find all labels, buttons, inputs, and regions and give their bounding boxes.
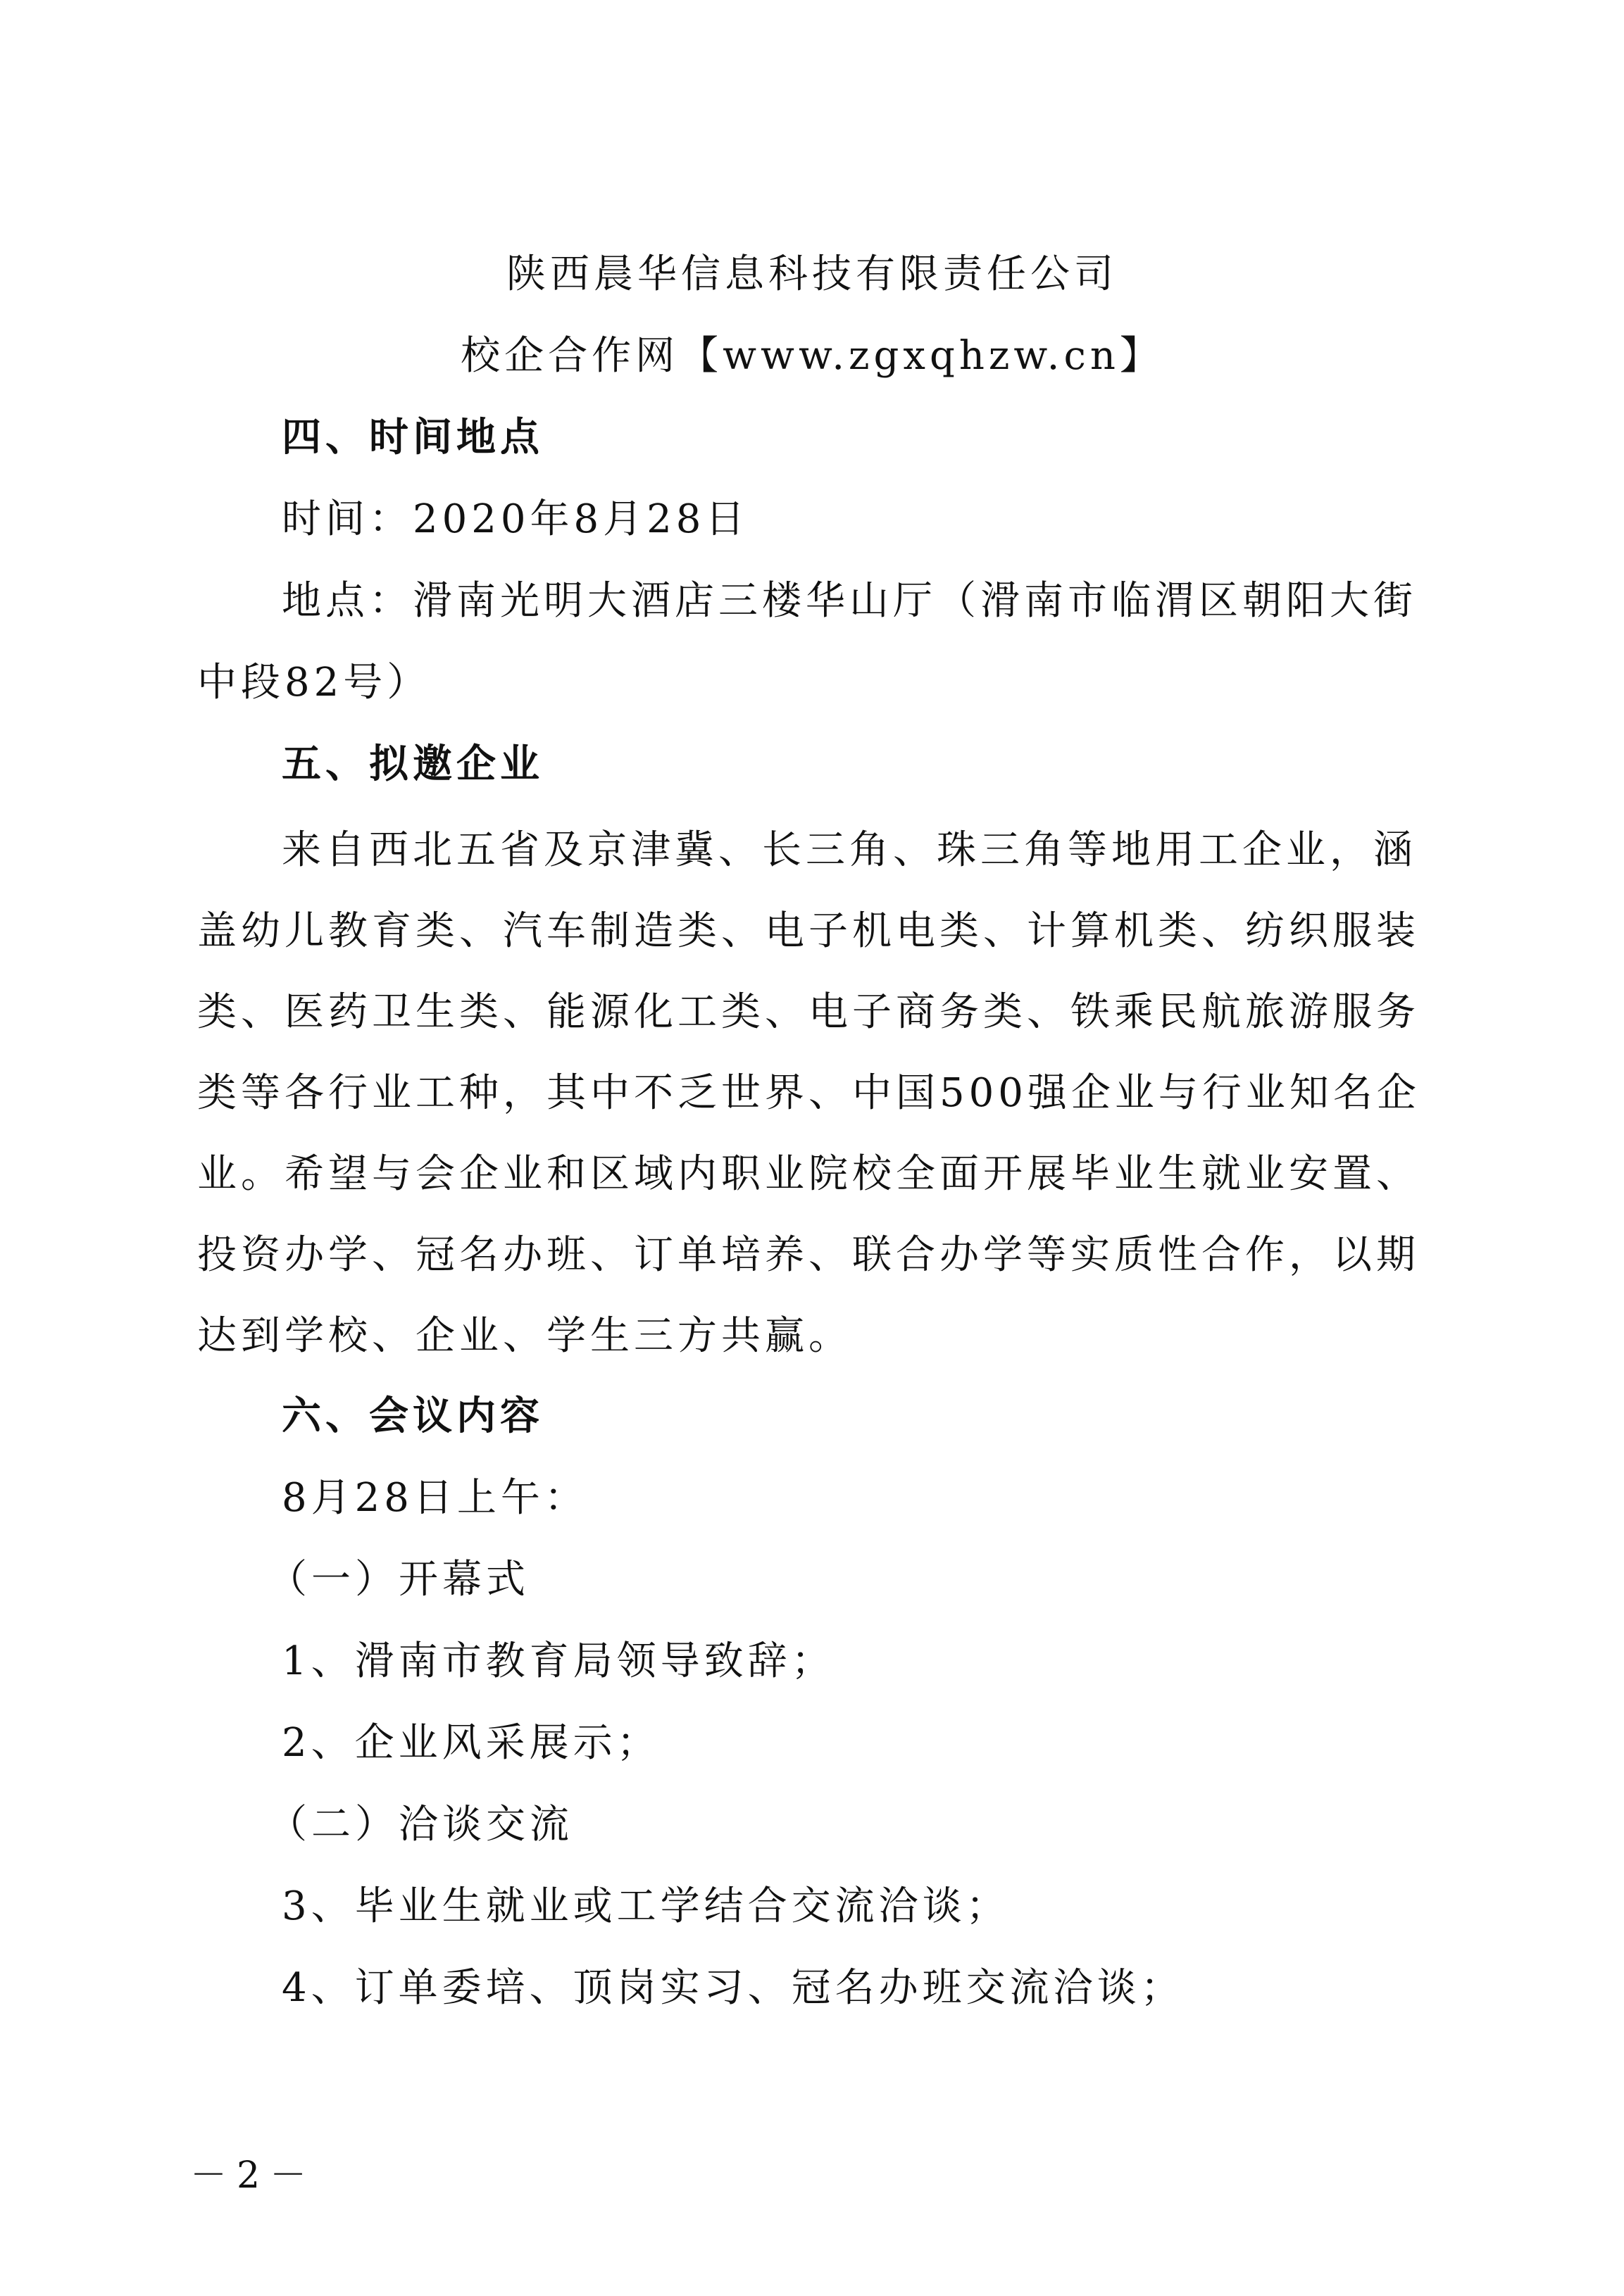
page-number: －2－ bbox=[190, 2154, 317, 2197]
agenda-item-2: 2、企业风采展示； bbox=[282, 1720, 661, 1766]
meeting-location: 地点：滑南光明大酒店三楼华山厅（滑南市临渭区朝阳大街 bbox=[282, 578, 1417, 624]
meeting-location-continued: 中段82号） bbox=[197, 660, 431, 705]
section-heading-time-location: 四、时间地点 bbox=[282, 415, 544, 460]
section-heading-meeting-content: 六、会议内容 bbox=[282, 1393, 544, 1439]
section-heading-invited-companies: 五、拟邀企业 bbox=[282, 741, 544, 787]
subsection-negotiation: （二）洽谈交流 bbox=[268, 1802, 573, 1848]
agenda-item-1: 1、滑南市教育局领导致辞； bbox=[282, 1638, 835, 1684]
meeting-date: 8月28日上午： bbox=[282, 1475, 588, 1521]
invited-companies-paragraph: 来自西北五省及京津冀、长三角、珠三角等地用工企业，涵盖幼儿教育类、汽车制造类、电子机电类、计算机类、纺织服装类、医药卫生类、能源化工类、电子商务类、铁乘民航旅游服务类等各行业工种，其中不乏世界、中国500强企业与行业知名企业。希望与会企业和区域内职业院校全面开展毕业生就业安置、投资办学、冠名办班、订单培养、联合办学等实质性合作，以期达到学校、企业、学生三方共赢。 bbox=[197, 827, 1420, 1359]
company-name: 陕西晨华信息科技有限责任公司 bbox=[506, 251, 1118, 297]
agenda-item-3: 3、毕业生就业或工学结合交流洽谈； bbox=[282, 1883, 1010, 1929]
meeting-time: 时间：2020年8月28日 bbox=[282, 496, 749, 542]
agenda-item-4: 4、订单委培、顶岗实习、冠名办班交流洽谈； bbox=[282, 1965, 1185, 2011]
subsection-opening: （一）开幕式 bbox=[268, 1557, 530, 1602]
website-line: 校企合作网【www.zgxqhzw.cn】 bbox=[461, 333, 1163, 379]
